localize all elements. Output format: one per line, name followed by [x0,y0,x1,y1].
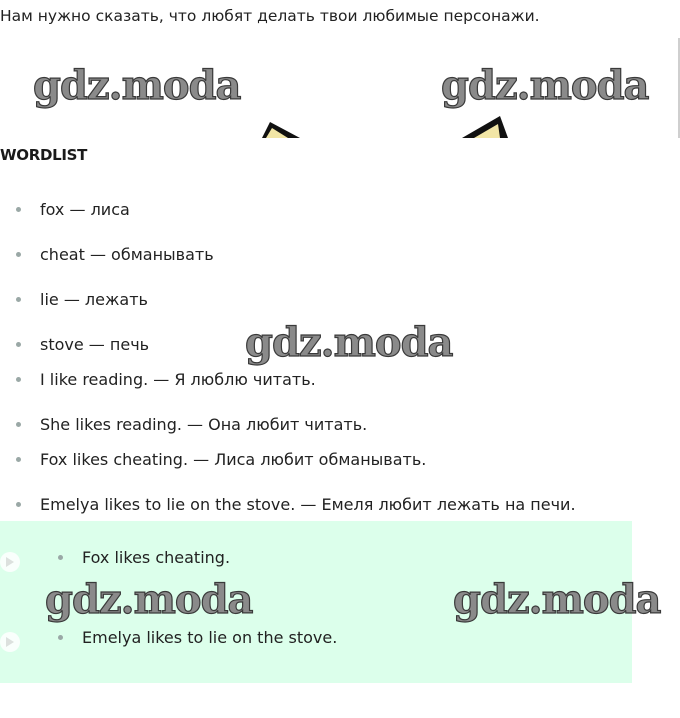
audio-item-text: Fox likes cheating. [82,548,231,567]
watermark: gdz.moda [441,62,649,109]
wordlist-item-text: Fox likes cheating. — Лиса любит обманывать. [40,450,427,469]
wordlist-item [16,415,367,434]
wordlist-item-text: stove — печь [40,335,150,354]
watermark: gdz.moda [245,319,453,366]
audio-item [58,548,230,567]
bullet-icon [16,342,21,347]
wordlist-item-text: cheat — обманывать [40,245,214,264]
intro-text: Нам нужно сказать, что любят делать твои любимые персонажи. [0,7,540,25]
wordlist-item [16,335,149,354]
wordlist-heading: WORDLIST [0,146,88,164]
bullet-icon [16,252,21,257]
bullet-icon [58,635,63,640]
wordlist-item-text: She likes reading. — Она любит читать. [40,415,368,434]
wordlist-item [16,495,576,514]
play-triangle-icon [6,557,14,567]
wordlist-item-text: lie — лежать [40,290,148,309]
wordlist-item [16,370,316,389]
wordlist-item [16,290,148,309]
wordlist-item [16,200,130,219]
bullet-icon [16,297,21,302]
wordlist-item [16,450,426,469]
watermark: gdz.moda [453,576,661,623]
bullet-icon [16,422,21,427]
wordlist-item-text: Emelya likes to lie on the stove. — Емеля любит лежать на печи. [40,495,576,514]
bullet-icon [16,502,21,507]
wordlist-item-text: fox — лиса [40,200,130,219]
bullet-icon [16,207,21,212]
watermark: gdz.moda [45,576,253,623]
wordlist-item-text: I like reading. — Я люблю читать. [40,370,316,389]
bullet-icon [16,457,21,462]
wordlist-item [16,245,214,264]
audio-item [58,628,337,647]
audio-item-text: Emelya likes to lie on the stove. [82,628,338,647]
bullet-icon [58,555,63,560]
play-icon[interactable] [0,552,20,572]
watermark: gdz.moda [33,62,241,109]
play-triangle-icon [6,637,14,647]
bullet-icon [16,377,21,382]
play-icon[interactable] [0,632,20,652]
